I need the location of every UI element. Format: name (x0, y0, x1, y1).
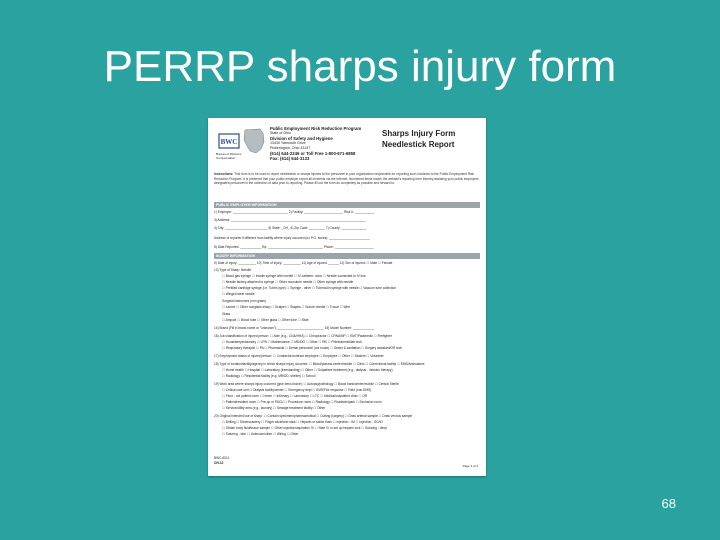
injury-line: 17) Employment status of injured person: ☐ Contractor/contract employee ☐ Employee ☐ Other ☐ Student ☐ Volunteer (214, 354, 384, 358)
agency-line: Division of Safety and Hygiene (270, 136, 333, 141)
instructions (214, 172, 480, 186)
injury-line: 19) Work area where sharps injury occurred (give best choice): ☐ Autopsy/pathology ☐ Blood bank/center/mobile ☐ Central Sterile (214, 382, 399, 386)
injury-line: ☐ Housekeeper/laundry ☐ LPN ☐ Maintenance ☐ MD/DO ☐ Other ☐ RN ☐ Phlebotomist/lab tech (222, 340, 362, 344)
injury-line: ☐ Obtain body fluid/tissue sample ☐ Other injection/aspiration IV ☐ Start IV or set up heparin lock ☐ Suturing - deep (222, 426, 387, 430)
injury-line: ☐ Respiratory therapist ☐ PA ☐ Pharmacist ☐ Dental personnel (not nurse) ☐ Sewer & sanitation ☐ Surgery assistant/OR tech (222, 346, 403, 350)
injury-line: ☐ Winged steel needle (222, 292, 255, 296)
injury-line: ☐ Radiology ☐ Residential facility (e.g. MR/DD, shelter) ☐ School (222, 374, 316, 378)
form-header (208, 118, 486, 170)
bwc-logo-icon (218, 132, 240, 150)
agency-line: Public Employment Risk Reduction Program (270, 126, 362, 131)
injury-line: ☐ Patient/resident room ☐ Pre-op or PACU ☐ Procedure room ☐ Radiology ☐ Roadside/park ☐ Seclusion room (222, 400, 382, 404)
injury-line: 13) Type of Sharp: Needle (214, 268, 252, 272)
injury-line: ☐ Drilling ☐ Electrocautery ☐ Finger stick/heel stick ☐ Heparin or saline flush ☐ Injection - IM ☐ Injection - SC/ID (222, 420, 383, 424)
injury-line: ☐ Floor - not patient room ☐ Home ☐ Infirmary ☐ Laboratory ☐ LTC ☐ Medical/outpatient clinic ☐ OR (222, 394, 368, 398)
form-title-line: Sharps Injury Form (382, 129, 456, 138)
injury-line: ☐ Needle factory-attached to syringe ☐ Other nonsuture needle ☐ Other syringe with needle (222, 280, 354, 284)
agency-block (270, 126, 390, 161)
ohio-map-icon (242, 128, 266, 154)
form-page-label: Page 1 of 2 (462, 464, 478, 468)
injury-line: ☐ Suturing - skin ☐ Unknown/other ☐ Wiring ☐ Other (222, 432, 299, 436)
employer-line: 8) Date Reported: ____________ By: _______________________________ Phone: ______________________ (214, 245, 374, 249)
injury-line: 14) Brand (Fill in brand name or "unknown"): __________________________ 15) Model Number: ____________ (214, 326, 375, 330)
injury-line: 16) Job classification of injured person: ☐ Aide (e.g., CNA/HHA) ☐ Chiropractor ☐ CRNA/NP ☐ EMT/Paramedic ☐ Firefighter (214, 334, 392, 338)
section-employer: PUBLIC EMPLOYER INFORMATION (214, 202, 480, 208)
form-id: BWC-6011 (214, 456, 230, 460)
slide-title: PERRP sharps injury form (103, 42, 617, 91)
injury-line: ☐ Critical care unit ☐ Dialysis facility/center ☐ Emergency dept ☐ EMS/Fire response ☐ Field (non-EMS) (222, 388, 372, 392)
employer-line: 1) Employer: _______________________________ 2) Facility: ______________________ Risk #: ___________ (214, 210, 375, 214)
injury-line: 18) Type of location/facility/agency in which sharps injury occurred: ☐ Blood/plasma center/mobile ☐ Clinic ☐ Correctional facility ☐ EMS/Ambulance (214, 362, 425, 366)
agency-line: Fax: (614) 644-3133 (270, 156, 310, 161)
employer-line: 3) Address: ____________________________________________________________________________ (214, 218, 366, 222)
injury-line: ☐ Service/utility area (e.g., laundry) ☐ Sewage treatment facility ☐ Other (222, 406, 326, 410)
agency-line: (614) 644-2246 or Toll Free 1-800-671-6858 (270, 151, 356, 156)
employer-line: 4) City: ________________________ 5) State: _OH_ 6) Zip Code: _________ 7) County: ______________ (214, 226, 367, 230)
form-footer (214, 456, 229, 466)
page-number: 68 (661, 496, 676, 511)
injury-line: Glass (222, 312, 231, 316)
form-title (382, 128, 478, 150)
agency-line: State of Ohio (270, 131, 291, 135)
section-injury: INJURY INFORMATION (214, 253, 480, 259)
injury-line: ☐ Blood gas syringe ☐ Insulin syringe with needle ☐ IV catheter: none ☐ Needle connected to IV line (222, 274, 366, 278)
instructions-label: Instructions: (214, 172, 234, 176)
form-title-line: Needlestick Report (382, 140, 455, 149)
injury-line: ☐ Ampule ☐ Blood tube ☐ Other glass ☐ Other tube ☐ Slide (222, 318, 309, 322)
agency-line: Pickerington, Ohio 43147 (270, 146, 311, 150)
injury-line: ☐ Lancet ☐ Other nonglass sharp ☐ Scalpel ☐ Staples ☐ Suture needle ☐ Trocar ☐ Wire (222, 305, 351, 309)
injury-line: 20) Original intended use of sharp: ☐ Contain specimen/pharmaceutical ☐ Cutting (surgery) ☐ Draw arterial sample ☐ Draw venous sample (214, 414, 413, 418)
injury-line: ☐ Prefilled cartridge syringe (i.e. Tubex-type) ☐ Syringe - other ☐ Tuberculin syringe with needle ☐ Vacuum tube collection (222, 286, 397, 290)
form-date: OH-12 (214, 461, 224, 465)
logo-caption: Bureau of Workers' Compensation (216, 152, 242, 160)
svg-text:BWC: BWC (220, 138, 238, 146)
injury-line: 9) Date of injury: __________ 10) Time of injury: __________ 11) Age of injured: ______ 12) Sex of injured: ☐ Male ☐ Female (214, 261, 393, 265)
injury-line: ☐ Home health ☐ Hospital ☐ Laboratory (freestanding) ☐ Other ☐ Outpatient treatment (e.g., dialysis - infusion therapy) (222, 368, 393, 372)
agency-line: 13430 Yarmouth Drive (270, 141, 306, 145)
employer-line: Address of reporter if different from facility where injury occurred (no P.O. boxes): _______________________ (214, 236, 370, 240)
sharps-injury-form-image (208, 118, 486, 476)
injury-line: Surgical instrument (non glass) (222, 299, 266, 303)
instructions-text: This form is to be used to report needlestick or sharps injuries to the personnel in your organization responsible for reporting such incidents to the Public Employment Risk Reduction Program. It is preferred that your public employer report all incidents via the Internet. Numbered items match the website's reporting form thereby assisting your public employers designated personnel in the collection of data prior to reporting. Please fill out the form as completely as possible and forward to: (214, 172, 479, 185)
